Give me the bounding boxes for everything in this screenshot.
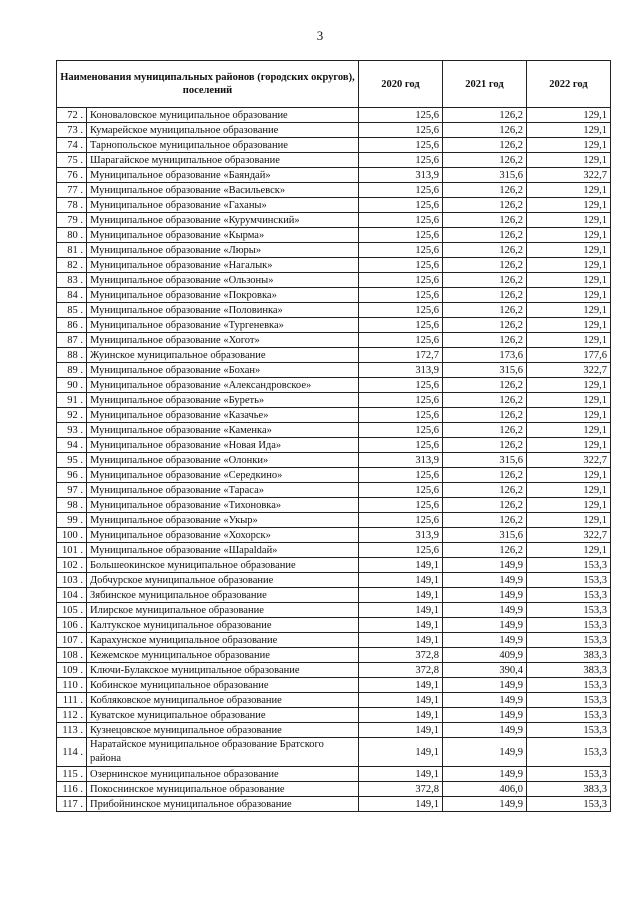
value-2022: 383,3 xyxy=(527,663,611,678)
row-number: 83 . xyxy=(57,273,87,288)
value-2020: 125,6 xyxy=(359,243,443,258)
row-number: 79 . xyxy=(57,213,87,228)
value-2021: 149,9 xyxy=(443,693,527,708)
row-name: Муниципальное образование «Укыр» xyxy=(87,513,359,528)
row-number: 114 . xyxy=(57,738,87,767)
row-number: 108 . xyxy=(57,648,87,663)
row-number: 102 . xyxy=(57,558,87,573)
value-2021: 126,2 xyxy=(443,378,527,393)
value-2020: 313,9 xyxy=(359,453,443,468)
value-2022: 322,7 xyxy=(527,528,611,543)
value-2020: 149,1 xyxy=(359,573,443,588)
value-2020: 125,6 xyxy=(359,378,443,393)
table-row xyxy=(57,708,611,723)
row-number: 117 . xyxy=(57,797,87,812)
value-2020: 125,6 xyxy=(359,483,443,498)
value-2020: 125,6 xyxy=(359,138,443,153)
value-2022: 129,1 xyxy=(527,423,611,438)
value-2021: 149,9 xyxy=(443,618,527,633)
value-2020: 149,1 xyxy=(359,603,443,618)
value-2020: 125,6 xyxy=(359,513,443,528)
row-number: 99 . xyxy=(57,513,87,528)
row-number: 77 . xyxy=(57,183,87,198)
table-row xyxy=(57,183,611,198)
table-row xyxy=(57,228,611,243)
value-2020: 149,1 xyxy=(359,588,443,603)
value-2021: 409,9 xyxy=(443,648,527,663)
row-number: 111 . xyxy=(57,693,87,708)
value-2022: 129,1 xyxy=(527,123,611,138)
value-2022: 129,1 xyxy=(527,438,611,453)
value-2020: 125,6 xyxy=(359,198,443,213)
value-2022: 153,3 xyxy=(527,573,611,588)
value-2021: 149,9 xyxy=(443,633,527,648)
value-2021: 126,2 xyxy=(443,333,527,348)
value-2020: 125,6 xyxy=(359,423,443,438)
table-row xyxy=(57,618,611,633)
row-number: 112 . xyxy=(57,708,87,723)
value-2021: 149,9 xyxy=(443,767,527,782)
row-name: Кумарейское муниципальное образование xyxy=(87,123,359,138)
row-name: Муниципальное образование «Гаханы» xyxy=(87,198,359,213)
table-row xyxy=(57,258,611,273)
value-2022: 153,3 xyxy=(527,767,611,782)
row-name: Муниципальное образование «Покровка» xyxy=(87,288,359,303)
value-2021: 149,9 xyxy=(443,603,527,618)
value-2021: 126,2 xyxy=(443,288,527,303)
row-name: Наратайское муниципальное образование Братского района xyxy=(87,738,359,767)
value-2021: 126,2 xyxy=(443,438,527,453)
value-2021: 149,9 xyxy=(443,723,527,738)
value-2022: 129,1 xyxy=(527,318,611,333)
table-row xyxy=(57,138,611,153)
value-2020: 125,6 xyxy=(359,288,443,303)
value-2022: 322,7 xyxy=(527,363,611,378)
row-name: Муниципальное образование «Кырма» xyxy=(87,228,359,243)
value-2022: 129,1 xyxy=(527,288,611,303)
value-2021: 126,2 xyxy=(443,498,527,513)
value-2022: 129,1 xyxy=(527,543,611,558)
table-row xyxy=(57,738,611,767)
row-name: Муниципальное образование «Люры» xyxy=(87,243,359,258)
value-2021: 315,6 xyxy=(443,453,527,468)
row-name: Кежемское муниципальное образование xyxy=(87,648,359,663)
table-row xyxy=(57,797,611,812)
value-2022: 153,3 xyxy=(527,678,611,693)
row-number: 78 . xyxy=(57,198,87,213)
budget-table xyxy=(56,60,611,812)
value-2021: 126,2 xyxy=(443,123,527,138)
value-2022: 153,3 xyxy=(527,693,611,708)
row-number: 90 . xyxy=(57,378,87,393)
value-2020: 149,1 xyxy=(359,708,443,723)
value-2020: 125,6 xyxy=(359,273,443,288)
row-number: 116 . xyxy=(57,782,87,797)
table-row xyxy=(57,378,611,393)
table-row xyxy=(57,318,611,333)
table-row xyxy=(57,408,611,423)
table-row xyxy=(57,333,611,348)
row-number: 86 . xyxy=(57,318,87,333)
value-2022: 129,1 xyxy=(527,513,611,528)
value-2020: 372,8 xyxy=(359,648,443,663)
table-row xyxy=(57,498,611,513)
row-name: Тарнопольское муниципальное образование xyxy=(87,138,359,153)
value-2022: 153,3 xyxy=(527,618,611,633)
value-2020: 125,6 xyxy=(359,498,443,513)
value-2022: 153,3 xyxy=(527,723,611,738)
value-2020: 125,6 xyxy=(359,543,443,558)
value-2021: 126,2 xyxy=(443,408,527,423)
value-2021: 149,9 xyxy=(443,738,527,767)
value-2021: 126,2 xyxy=(443,543,527,558)
value-2020: 149,1 xyxy=(359,797,443,812)
row-number: 87 . xyxy=(57,333,87,348)
row-name: Озернинское муниципальное образование xyxy=(87,767,359,782)
row-number: 72 . xyxy=(57,108,87,123)
table-body xyxy=(57,108,611,812)
table-row xyxy=(57,603,611,618)
row-name: Кобинское муниципальное образование xyxy=(87,678,359,693)
table-row xyxy=(57,543,611,558)
header-2021: 2021 год xyxy=(443,61,527,108)
row-number: 96 . xyxy=(57,468,87,483)
table-row xyxy=(57,573,611,588)
value-2020: 172,7 xyxy=(359,348,443,363)
value-2020: 125,6 xyxy=(359,333,443,348)
value-2021: 390,4 xyxy=(443,663,527,678)
row-name: Муниципальное образование «Баяндай» xyxy=(87,168,359,183)
value-2022: 129,1 xyxy=(527,408,611,423)
row-number: 82 . xyxy=(57,258,87,273)
value-2020: 125,6 xyxy=(359,183,443,198)
value-2021: 126,2 xyxy=(443,213,527,228)
value-2021: 126,2 xyxy=(443,183,527,198)
row-name: Муниципальное образование «Тараса» xyxy=(87,483,359,498)
row-name: Муниципальное образование «Александровское» xyxy=(87,378,359,393)
value-2020: 125,6 xyxy=(359,408,443,423)
row-number: 75 . xyxy=(57,153,87,168)
row-number: 93 . xyxy=(57,423,87,438)
table-row xyxy=(57,693,611,708)
row-name: Муниципальное образование «Каменка» xyxy=(87,423,359,438)
row-name: Муниципальное образование «Хохорск» xyxy=(87,528,359,543)
table-row xyxy=(57,648,611,663)
row-number: 88 . xyxy=(57,348,87,363)
table-row xyxy=(57,153,611,168)
value-2022: 153,3 xyxy=(527,603,611,618)
value-2022: 129,1 xyxy=(527,468,611,483)
row-number: 76 . xyxy=(57,168,87,183)
value-2020: 125,6 xyxy=(359,228,443,243)
row-name: Муниципальное образование «Олонки» xyxy=(87,453,359,468)
table-row xyxy=(57,198,611,213)
row-name: Муниципальное образование «Нагалык» xyxy=(87,258,359,273)
row-number: 115 . xyxy=(57,767,87,782)
value-2021: 126,2 xyxy=(443,318,527,333)
value-2021: 149,9 xyxy=(443,573,527,588)
row-name: Жуинское муниципальное образование xyxy=(87,348,359,363)
row-name: Муниципальное образование «Середкино» xyxy=(87,468,359,483)
row-number: 98 . xyxy=(57,498,87,513)
table-row xyxy=(57,663,611,678)
row-name: Куватское муниципальное образование xyxy=(87,708,359,723)
table-row xyxy=(57,782,611,797)
value-2020: 149,1 xyxy=(359,618,443,633)
row-name: Кузнецовское муниципальное образование xyxy=(87,723,359,738)
table-row xyxy=(57,288,611,303)
value-2022: 129,1 xyxy=(527,183,611,198)
row-name: Муниципальное образование «Ользоны» xyxy=(87,273,359,288)
value-2020: 313,9 xyxy=(359,168,443,183)
row-name: Карахунское муниципальное образование xyxy=(87,633,359,648)
value-2022: 129,1 xyxy=(527,483,611,498)
value-2022: 383,3 xyxy=(527,782,611,797)
value-2022: 129,1 xyxy=(527,108,611,123)
table-row xyxy=(57,438,611,453)
table-row xyxy=(57,678,611,693)
row-name: Шарагайское муниципальное образование xyxy=(87,153,359,168)
row-number: 94 . xyxy=(57,438,87,453)
value-2021: 315,6 xyxy=(443,363,527,378)
value-2021: 315,6 xyxy=(443,528,527,543)
row-number: 81 . xyxy=(57,243,87,258)
row-name: Муниципальное образование «Тургеневка» xyxy=(87,318,359,333)
value-2020: 125,6 xyxy=(359,393,443,408)
row-name: Муниципальное образование «Тихоновка» xyxy=(87,498,359,513)
row-number: 106 . xyxy=(57,618,87,633)
value-2022: 153,3 xyxy=(527,558,611,573)
value-2022: 129,1 xyxy=(527,393,611,408)
row-number: 74 . xyxy=(57,138,87,153)
row-number: 109 . xyxy=(57,663,87,678)
value-2022: 129,1 xyxy=(527,138,611,153)
value-2022: 129,1 xyxy=(527,378,611,393)
value-2021: 126,2 xyxy=(443,483,527,498)
row-name: Добчурское муниципальное образование xyxy=(87,573,359,588)
value-2021: 126,2 xyxy=(443,153,527,168)
row-name: Калтукское муниципальное образование xyxy=(87,618,359,633)
row-number: 97 . xyxy=(57,483,87,498)
value-2020: 125,6 xyxy=(359,258,443,273)
row-number: 101 . xyxy=(57,543,87,558)
table-row xyxy=(57,168,611,183)
value-2020: 125,6 xyxy=(359,153,443,168)
value-2020: 372,8 xyxy=(359,782,443,797)
value-2021: 149,9 xyxy=(443,708,527,723)
value-2022: 153,3 xyxy=(527,633,611,648)
value-2020: 125,6 xyxy=(359,108,443,123)
table-row xyxy=(57,273,611,288)
value-2021: 173,6 xyxy=(443,348,527,363)
header-name: Наименования муниципальных районов (городских округов), поселений xyxy=(57,61,359,108)
value-2020: 125,6 xyxy=(359,303,443,318)
table-row xyxy=(57,348,611,363)
value-2022: 322,7 xyxy=(527,168,611,183)
value-2021: 126,2 xyxy=(443,303,527,318)
value-2021: 149,9 xyxy=(443,588,527,603)
row-number: 80 . xyxy=(57,228,87,243)
value-2021: 315,6 xyxy=(443,168,527,183)
value-2020: 125,6 xyxy=(359,468,443,483)
row-name: Кобляковское муниципальное образование xyxy=(87,693,359,708)
value-2020: 125,6 xyxy=(359,123,443,138)
row-name: Муниципальное образование «Казачье» xyxy=(87,408,359,423)
value-2022: 153,3 xyxy=(527,588,611,603)
value-2021: 126,2 xyxy=(443,108,527,123)
value-2022: 129,1 xyxy=(527,198,611,213)
row-number: 110 . xyxy=(57,678,87,693)
row-name: Муниципальное образование «Новая Ида» xyxy=(87,438,359,453)
value-2022: 129,1 xyxy=(527,273,611,288)
row-name: Муниципальное образование «Курумчинский» xyxy=(87,213,359,228)
header-2020: 2020 год xyxy=(359,61,443,108)
table-row xyxy=(57,393,611,408)
row-number: 113 . xyxy=(57,723,87,738)
value-2022: 153,3 xyxy=(527,738,611,767)
table-row xyxy=(57,423,611,438)
table-row xyxy=(57,363,611,378)
row-number: 95 . xyxy=(57,453,87,468)
row-name: Ключи-Булакское муниципальное образование xyxy=(87,663,359,678)
value-2020: 372,8 xyxy=(359,663,443,678)
value-2020: 149,1 xyxy=(359,558,443,573)
value-2022: 177,6 xyxy=(527,348,611,363)
value-2021: 126,2 xyxy=(443,423,527,438)
table-row xyxy=(57,243,611,258)
table-row xyxy=(57,558,611,573)
table-row xyxy=(57,513,611,528)
value-2021: 149,9 xyxy=(443,558,527,573)
value-2022: 129,1 xyxy=(527,258,611,273)
table-row xyxy=(57,453,611,468)
value-2022: 129,1 xyxy=(527,333,611,348)
row-number: 85 . xyxy=(57,303,87,318)
table-row xyxy=(57,588,611,603)
row-name: Муниципальное образование «Буреть» xyxy=(87,393,359,408)
value-2022: 129,1 xyxy=(527,213,611,228)
row-name: Муниципальное образование «Шараldай» xyxy=(87,543,359,558)
table-header-row xyxy=(57,61,611,108)
value-2020: 125,6 xyxy=(359,213,443,228)
value-2020: 125,6 xyxy=(359,438,443,453)
table-row xyxy=(57,123,611,138)
value-2021: 149,9 xyxy=(443,678,527,693)
row-name: Покоснинское муниципальное образование xyxy=(87,782,359,797)
row-name: Зябинское муниципальное образование xyxy=(87,588,359,603)
table-row xyxy=(57,483,611,498)
value-2022: 322,7 xyxy=(527,453,611,468)
row-number: 105 . xyxy=(57,603,87,618)
value-2022: 129,1 xyxy=(527,243,611,258)
row-number: 89 . xyxy=(57,363,87,378)
value-2020: 313,9 xyxy=(359,363,443,378)
value-2020: 125,6 xyxy=(359,318,443,333)
value-2020: 149,1 xyxy=(359,693,443,708)
header-2022: 2022 год xyxy=(527,61,611,108)
value-2021: 149,9 xyxy=(443,797,527,812)
row-number: 107 . xyxy=(57,633,87,648)
row-number: 73 . xyxy=(57,123,87,138)
table-row xyxy=(57,303,611,318)
row-name: Илирское муниципальное образование xyxy=(87,603,359,618)
row-name: Большеокинское муниципальное образование xyxy=(87,558,359,573)
row-name: Муниципальное образование «Хогот» xyxy=(87,333,359,348)
value-2020: 313,9 xyxy=(359,528,443,543)
row-number: 91 . xyxy=(57,393,87,408)
value-2021: 126,2 xyxy=(443,243,527,258)
value-2022: 153,3 xyxy=(527,797,611,812)
row-name: Муниципальное образование «Васильевск» xyxy=(87,183,359,198)
value-2020: 149,1 xyxy=(359,738,443,767)
row-number: 84 . xyxy=(57,288,87,303)
value-2022: 129,1 xyxy=(527,228,611,243)
row-name: Коноваловское муниципальное образование xyxy=(87,108,359,123)
value-2022: 129,1 xyxy=(527,498,611,513)
value-2020: 149,1 xyxy=(359,767,443,782)
value-2021: 126,2 xyxy=(443,393,527,408)
page-number: 3 xyxy=(316,28,324,43)
row-name: Прибойнинское муниципальное образование xyxy=(87,797,359,812)
row-number: 100 . xyxy=(57,528,87,543)
row-name: Муниципальное образование «Половинка» xyxy=(87,303,359,318)
value-2021: 126,2 xyxy=(443,273,527,288)
value-2021: 126,2 xyxy=(443,258,527,273)
row-number: 103 . xyxy=(57,573,87,588)
value-2021: 126,2 xyxy=(443,468,527,483)
value-2022: 153,3 xyxy=(527,708,611,723)
table-row xyxy=(57,723,611,738)
value-2022: 129,1 xyxy=(527,153,611,168)
value-2021: 126,2 xyxy=(443,198,527,213)
value-2021: 406,0 xyxy=(443,782,527,797)
row-number: 104 . xyxy=(57,588,87,603)
table-row xyxy=(57,468,611,483)
table-row xyxy=(57,108,611,123)
value-2021: 126,2 xyxy=(443,228,527,243)
value-2021: 126,2 xyxy=(443,138,527,153)
row-number: 92 . xyxy=(57,408,87,423)
value-2020: 149,1 xyxy=(359,678,443,693)
table-row xyxy=(57,633,611,648)
value-2021: 126,2 xyxy=(443,513,527,528)
table-row xyxy=(57,213,611,228)
value-2020: 149,1 xyxy=(359,633,443,648)
table-row xyxy=(57,528,611,543)
value-2022: 383,3 xyxy=(527,648,611,663)
value-2022: 129,1 xyxy=(527,303,611,318)
value-2020: 149,1 xyxy=(359,723,443,738)
row-name: Муниципальное образование «Бохан» xyxy=(87,363,359,378)
table-row xyxy=(57,767,611,782)
